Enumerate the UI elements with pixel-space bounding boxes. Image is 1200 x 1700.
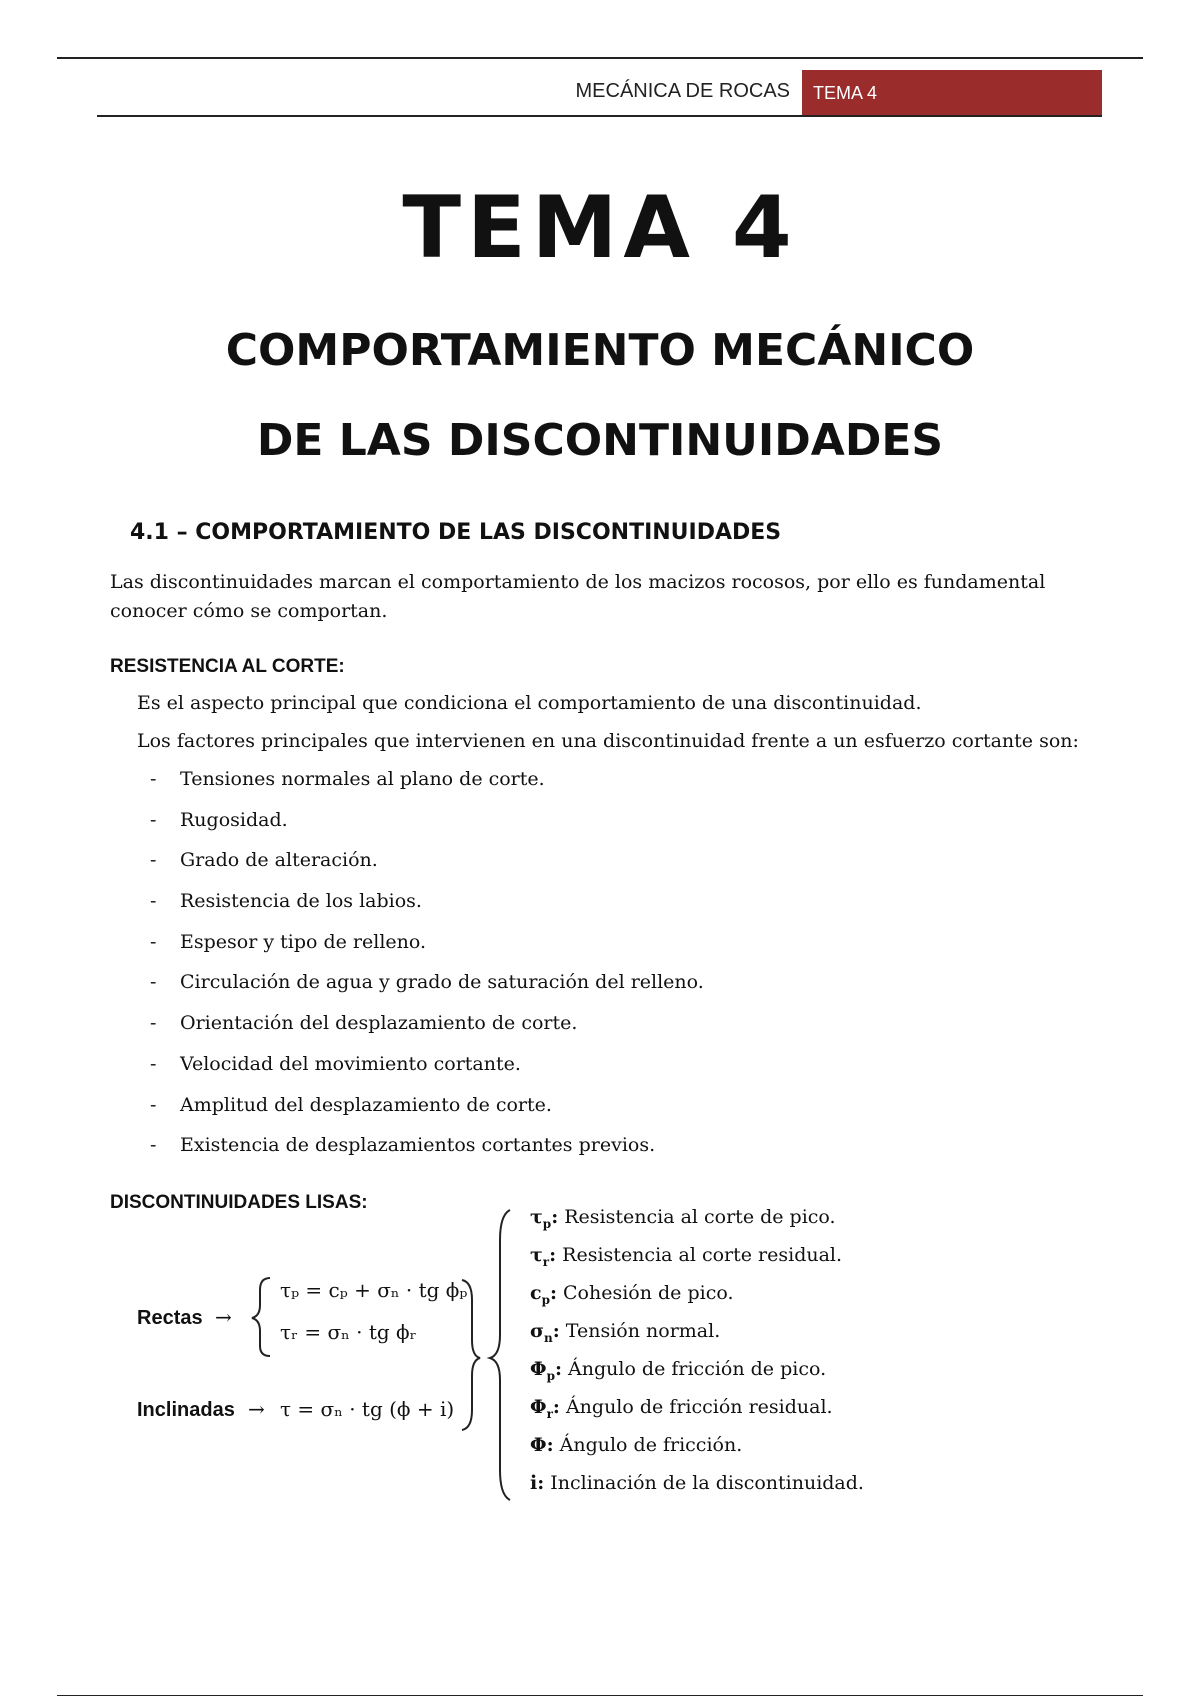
symbol: $\Phi_p$: — [530, 1358, 562, 1383]
symbol: i: — [530, 1472, 545, 1494]
resistencia-label: RESISTENCIA AL CORTE: — [110, 656, 345, 677]
inclinadas-arrow: → — [248, 1397, 265, 1421]
list-item: - Orientación del desplazamiento de corte. — [150, 1012, 578, 1035]
list-item: - Amplitud del desplazamiento de corte. — [150, 1093, 552, 1116]
list-item: $\Phi_r$: Ángulo de fricción residual. — [530, 1396, 833, 1421]
list-item: - Resistencia de los labios. — [150, 890, 422, 913]
symbol: $\tau_r$: — [530, 1244, 557, 1269]
resistencia-line-1: Es el aspecto principal que condiciona el comportamiento de una discontinuidad. — [137, 692, 922, 714]
list-item: $c_p$: Cohesión de pico. — [530, 1282, 734, 1307]
list-item: Φ: Ángulo de fricción. — [530, 1434, 743, 1456]
main-title: TEMA 4 — [402, 178, 798, 278]
symbol: $c_p$: — [530, 1282, 557, 1307]
equation-peak: τₚ = cₚ + σₙ · tg ϕₚ — [280, 1278, 468, 1302]
brace-big-icon — [490, 1210, 510, 1500]
list-item: $\sigma_n$: Tensión normal. — [530, 1320, 721, 1345]
list-item: i: Inclinación de la discontinuidad. — [530, 1472, 864, 1494]
list-item: - Existencia de desplazamientos cortantes previos. — [150, 1134, 656, 1157]
list-item: - Tensiones normales al plano de corte. — [150, 768, 545, 790]
section-heading: 4.1 – COMPORTAMIENTO DE LAS DISCONTINUIDADES — [130, 520, 782, 545]
symbol: $\Phi_r$: — [530, 1396, 560, 1421]
running-header-title: MECÁNICA DE ROCAS — [575, 80, 790, 102]
bottom-rule — [57, 1695, 1143, 1696]
list-item: $\Phi_p$: Ángulo de fricción de pico. — [530, 1358, 827, 1383]
chapter-badge: TEMA 4 — [802, 70, 1102, 116]
lisas-label: DISCONTINUIDADES LISAS: — [110, 1192, 368, 1213]
list-item: - Circulación de agua y grado de saturación del relleno. — [150, 971, 704, 994]
subtitle-line-1: COMPORTAMIENTO MECÁNICO — [225, 325, 975, 376]
list-item: - Grado de alteración. — [150, 849, 378, 872]
intro-paragraph: Las discontinuidades marcan el comportamiento de los macizos rocosos, por ello es fundamental conocer cómo se comportan. — [110, 571, 1046, 622]
equation-residual: τᵣ = σₙ · tg ϕᵣ — [280, 1320, 417, 1344]
list-item: $\tau_r$: Resistencia al corte residual. — [530, 1244, 843, 1269]
brace-left-icon — [252, 1278, 270, 1356]
list-item: - Velocidad del movimiento cortante. — [150, 1052, 521, 1075]
subtitle-line-2: DE LAS DISCONTINUIDADES — [256, 415, 944, 466]
equation-inclined: τ = σₙ · tg (ϕ + i) — [280, 1397, 455, 1421]
inclinadas-label: Inclinadas — [137, 1399, 235, 1421]
list-item: - Espesor y tipo de relleno. — [150, 930, 427, 953]
list-item: - Rugosidad. — [150, 808, 288, 831]
symbol: $\tau_p$: — [530, 1206, 559, 1231]
rectas-arrow: → — [215, 1305, 232, 1329]
rectas-label: Rectas — [137, 1307, 203, 1329]
symbol: $\sigma_n$: — [530, 1320, 560, 1345]
resistencia-line-2: Los factores principales que intervienen en una discontinuidad frente a un esfuerzo cortante son: — [137, 730, 1079, 752]
definitions-list — [530, 1203, 864, 1507]
symbol: Φ: — [530, 1434, 554, 1456]
brace-right-icon — [462, 1280, 480, 1430]
list-item: $\tau_p$: Resistencia al corte de pico. — [530, 1206, 836, 1231]
